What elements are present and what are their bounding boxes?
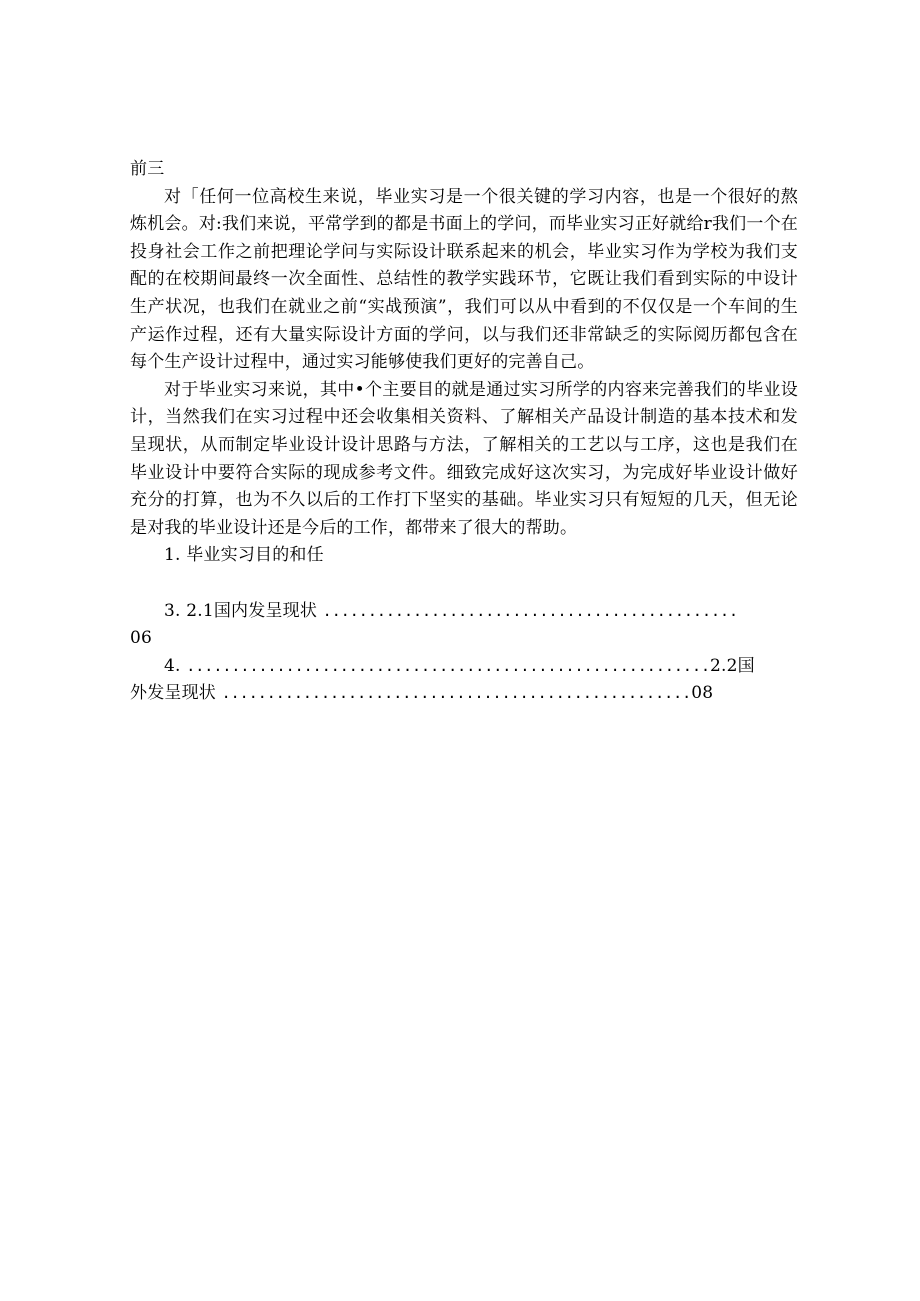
toc-spacer: [130, 570, 798, 598]
toc-item-3-page: 06: [130, 628, 153, 649]
toc-item-4-leader: ..........................................................: [186, 656, 711, 675]
toc-item-1: [130, 542, 798, 570]
toc-item-4-continuation-text: 外发呈现状: [130, 683, 216, 704]
toc-item-3-page-line: [130, 625, 798, 653]
toc-item-4-continuation: [130, 680, 798, 708]
toc-item-3-leader: ..............................................: [322, 601, 739, 620]
toc-item-4-text: 2.2国: [710, 655, 755, 676]
toc-item-4-continuation-leader: ....................................................: [221, 684, 692, 703]
section-heading: 前三: [130, 159, 165, 179]
document-body: [130, 156, 798, 708]
toc-item-3: [130, 598, 798, 626]
toc-item-4-number: 4.: [164, 655, 187, 676]
toc-item-4: [130, 653, 798, 681]
toc-item-1-text: 1. 毕业实习目的和任: [164, 545, 324, 566]
paragraph-2: 对于毕业实习来说，其中•个主要目的就是通过实习所学的内容来完善我们的毕业设计，当然我们在实习过程中还会收集相关资料、了解相关产品设计制造的基本技术和发呈现状，从而制定毕业设计设计思路与方法，了解相关的工艺以与工序，这也是我们在毕业设计中要符合实际的现成参考文件。细致完成好这次实习，为完成好毕业设计做好充分的打算，也为不久以后的工作打下坚实的基础。毕业实习只有短短的几天，但无论是对我的毕业设计还是今后的工作，都带来了很大的帮助。: [130, 379, 798, 538]
toc-item-4-page: 08: [691, 683, 714, 704]
paragraph-1: 对「任何一位高校生来说，毕业实习是一个很关键的学习内容，也是一个很好的熬炼机会。对:我们来说，平常学到的都是书面上的学问，而毕业实习正好就给r我们一个在投身社会工作之前把理论学问与实际设计联系起来的机会，毕业实习作为学校为我们支配的在校期间最终一次全面性、总结性的教学实践环节，它既让我们看到实际的中设计生产状况，也我们在就业之前“实战预演”，我们可以从中看到的不仅仅是一个车间的生产运作过程，还有大量实际设计方面的学问，以与我们还非常缺乏的实际阅历都包含在每个生产设计过程中，通过实习能够使我们更好的完善自己。: [130, 186, 798, 373]
toc-item-3-text: 3. 2.1国内发呈现状: [164, 600, 318, 621]
